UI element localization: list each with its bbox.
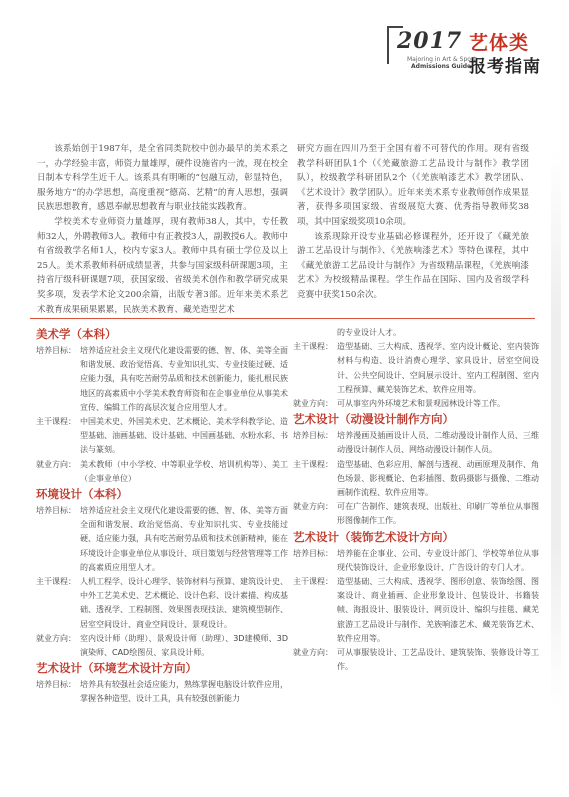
majors-right-column — [293, 326, 539, 674]
info-value: 培养适应社会主义现代化建设需要的德、智、体、美等全面和谐发展、政治觉悟高、专业知识扎实、专业技能过硬、适应能力强，具有吃苦耐劳品质和技术创新能力，能扎根民族地区的高素质中小学美术教育师资和在企事业单位从事美术宣传、编辑工作的高层次复合应用型人才。 — [80, 346, 288, 412]
intro-paragraph: 该系始创于1987年，是全省同类院校中创办最早的美术系之一，办学经验丰富，师资力量雄厚，硬件设施省内一流，现在校全日制本专科学生近千人。该系具有明晰的“包融互动，彰显特色，服务地方”的办学思想，高度重视“德高、艺精”的育人思想，强调民族思想教育，感恩奉献思想教育与职业技能实践教育。 — [37, 144, 288, 213]
header-guide-title: 报考指南 — [469, 57, 541, 77]
intro-left-column — [37, 142, 288, 317]
info-value: 培养漫画及插画设计人员、二维动漫设计制作人员、三维动漫设计制作人员、网络动漫设计制作人员。 — [337, 431, 539, 455]
major-section — [293, 340, 539, 411]
major-info-row — [36, 458, 288, 486]
info-value: 室内设计师（助理）、景观设计师（助理）、3D建模师、3D演染师、CAD绘图员、家具设计师。 — [80, 633, 288, 658]
major-info-row — [293, 458, 539, 501]
major-info-row — [293, 429, 539, 457]
header-subtitle-en: Majoring in Art & Sport — [407, 56, 476, 63]
major-section — [36, 326, 288, 486]
major-info-row — [293, 646, 539, 674]
info-value: 美术教师（中小学校、中等职业学校、培训机构等）、美工（企事业单位） — [80, 459, 288, 483]
info-label: 培养目标： — [293, 431, 333, 441]
info-label: 培养目标： — [293, 548, 333, 558]
major-info-row — [36, 632, 288, 660]
major-info-row — [293, 340, 539, 397]
major-info-row — [36, 678, 288, 706]
header-category: 艺体类 — [469, 32, 530, 54]
major-title: 美术学（本科） — [36, 327, 117, 341]
major-info-row — [36, 504, 288, 575]
header-year: 2017 — [397, 28, 463, 54]
info-value: 可从事室内外环境艺术和景观园林设计等工作。 — [337, 399, 505, 409]
major-section — [36, 486, 288, 660]
major-info-row — [293, 500, 539, 528]
info-label: 培养目标： — [36, 346, 76, 355]
major-info-row — [293, 547, 539, 575]
continued-text: 的专业设计人才。 — [337, 328, 401, 337]
info-value: 人机工程学、设计心理学、装饰材料与预算、建筑设计史、中外工艺美术史、艺术概论、设计色彩、设计素描、构成基础、透视学、工程制图、效果图表现技法、建筑模型制作、居室空间设计、商业空间设计、景观设计。 — [80, 577, 288, 629]
info-label: 就业方向： — [36, 459, 76, 469]
info-value: 培养具有较强社会适应能力，熟练掌握电脑设计软件应用，掌握各种造型、设计工具，具有较强创新能力 — [80, 680, 288, 704]
intro-paragraph: 研究方面在四川乃至于全国有着不可替代的作用。现有省级教学科研团队1个（《羌藏旅游工艺品设计与制作》教学团队），校级教学科研团队2个（《羌族响漆艺术》教学团队、《艺术设计》教学团队）。近年来美术系专业教师创作成果显著，获得多项国家级、省级展览大赛、优秀指导教师奖38项，其中国家级奖项10余项。 — [297, 144, 529, 227]
intro-paragraph: 学校美术专业师资力量雄厚，现有教师38人，其中，专任教师32人，外聘教师3人。教师中有正教授3人，副教授6人。教师中有省级教学名师1人，校内专家3人。教师中具有硕士学位及以上25人。美术系教师科研成绩显著，共参与国家级科研课题3项，主持省厅级科研课题7项，获国家级、省级美术创作和教学研究成果奖多项，发表学术论文200余篇，出版专著3部。近年来美术系艺术教育成果硕果累累，民族美术教育、藏羌造型艺术 — [37, 216, 288, 315]
info-value: 可从事服装设计、工艺品设计、建筑装饰、装修设计等工作。 — [337, 648, 539, 672]
guide-header — [387, 26, 555, 76]
info-label: 主干课程： — [293, 577, 333, 587]
info-label: 主干课程： — [293, 459, 333, 469]
major-info-row — [36, 344, 288, 415]
info-value: 中国美术史、外国美术史、艺术概论、美术学科教学论、造型基础、油画基础、设计基础、中国画基础、水粉水彩、书法与篆刻。 — [80, 417, 288, 455]
intro-paragraph: 该系现除开设专业基础必修课程外，还开设了《藏羌旅游工艺品设计与制作》、《羌族响漆艺术》等特色课程，其中《藏羌旅游工艺品设计与制作》为省级精品课程，《羌族响漆艺术》为校级精品课程。学生作品在国际、国内及省级学科竞赛中获奖150余次。 — [297, 231, 529, 300]
info-label: 培养目标： — [36, 680, 76, 690]
info-label: 主干课程： — [36, 577, 76, 587]
info-label: 主干课程： — [293, 342, 333, 352]
major-title: 艺术设计（环境艺术设计方向） — [36, 661, 197, 676]
header-subtitle-en2: Admissions Guide — [411, 63, 472, 70]
info-value: 培养能在企事业、公司、专业设计部门、学校等单位从事现代装饰设计、企业形象设计、广告设计的专门人才。 — [337, 548, 539, 572]
info-value: 造型基础、色彩应用、解剖与透视、动画原理及制作、角色场景、影视概论、色彩插图、数码摄影与摄像、二维动画制作流程、软件应用等。 — [337, 459, 539, 498]
major-title: 环境设计（本科） — [36, 487, 128, 502]
major-info-row — [36, 575, 288, 632]
major-info-row — [293, 575, 539, 646]
major-section — [293, 529, 539, 675]
page-edge-decoration — [551, 150, 561, 710]
major-info-row — [293, 397, 539, 411]
info-value: 培养适应社会主义现代化建设需要的德、智、体、美等方面全面和谐发展、政治觉悟高、专业知识扎实、专业技能过硬、适应能力强，具有吃苦耐劳品质和技术创新精神，能在环境设计企事业单位从事设计、项目策划与经营管理等工作的高素质应用型人才。 — [80, 506, 288, 572]
info-value: 造型基础、三大构成、透视学、室内设计概论、室内装饰材料与构造、设计消费心理学、家具设计、居室空间设计、公共空间设计、空间展示设计、室内工程制图、室内工程预算、藏羌装饰艺术、软件应用等。 — [337, 342, 539, 394]
info-label: 就业方向： — [293, 648, 333, 658]
majors-left-column — [36, 326, 288, 707]
major-title: 艺术设计（动漫设计制作方向） — [293, 412, 454, 427]
info-label: 培养目标： — [36, 506, 76, 516]
info-label: 就业方向： — [36, 633, 76, 643]
info-label: 主干课程： — [36, 417, 76, 427]
intro-right-column — [297, 142, 529, 303]
major-section — [293, 411, 539, 528]
info-value: 造型基础、三大构成、透视学、图形创意、装饰绘图、图案设计、商业插画、企业形象设计、包装设计、书籍装帧、海报设计、服装设计、网页设计、编织与挂毯、藏羌旅游工艺品设计与制作、羌族响漆艺术、藏羌装饰艺术、软件应用等。 — [337, 577, 539, 643]
major-info-row — [36, 415, 288, 458]
info-label: 就业方向： — [293, 399, 333, 409]
section-divider — [30, 318, 535, 319]
major-title: 艺术设计（装饰艺术设计方向） — [293, 529, 454, 544]
info-value: 可在广告制作、建筑表现、出版社、印刷厂等单位从事图形图像制作工作。 — [337, 502, 539, 526]
major-section — [36, 660, 288, 706]
info-label: 就业方向： — [293, 502, 333, 512]
